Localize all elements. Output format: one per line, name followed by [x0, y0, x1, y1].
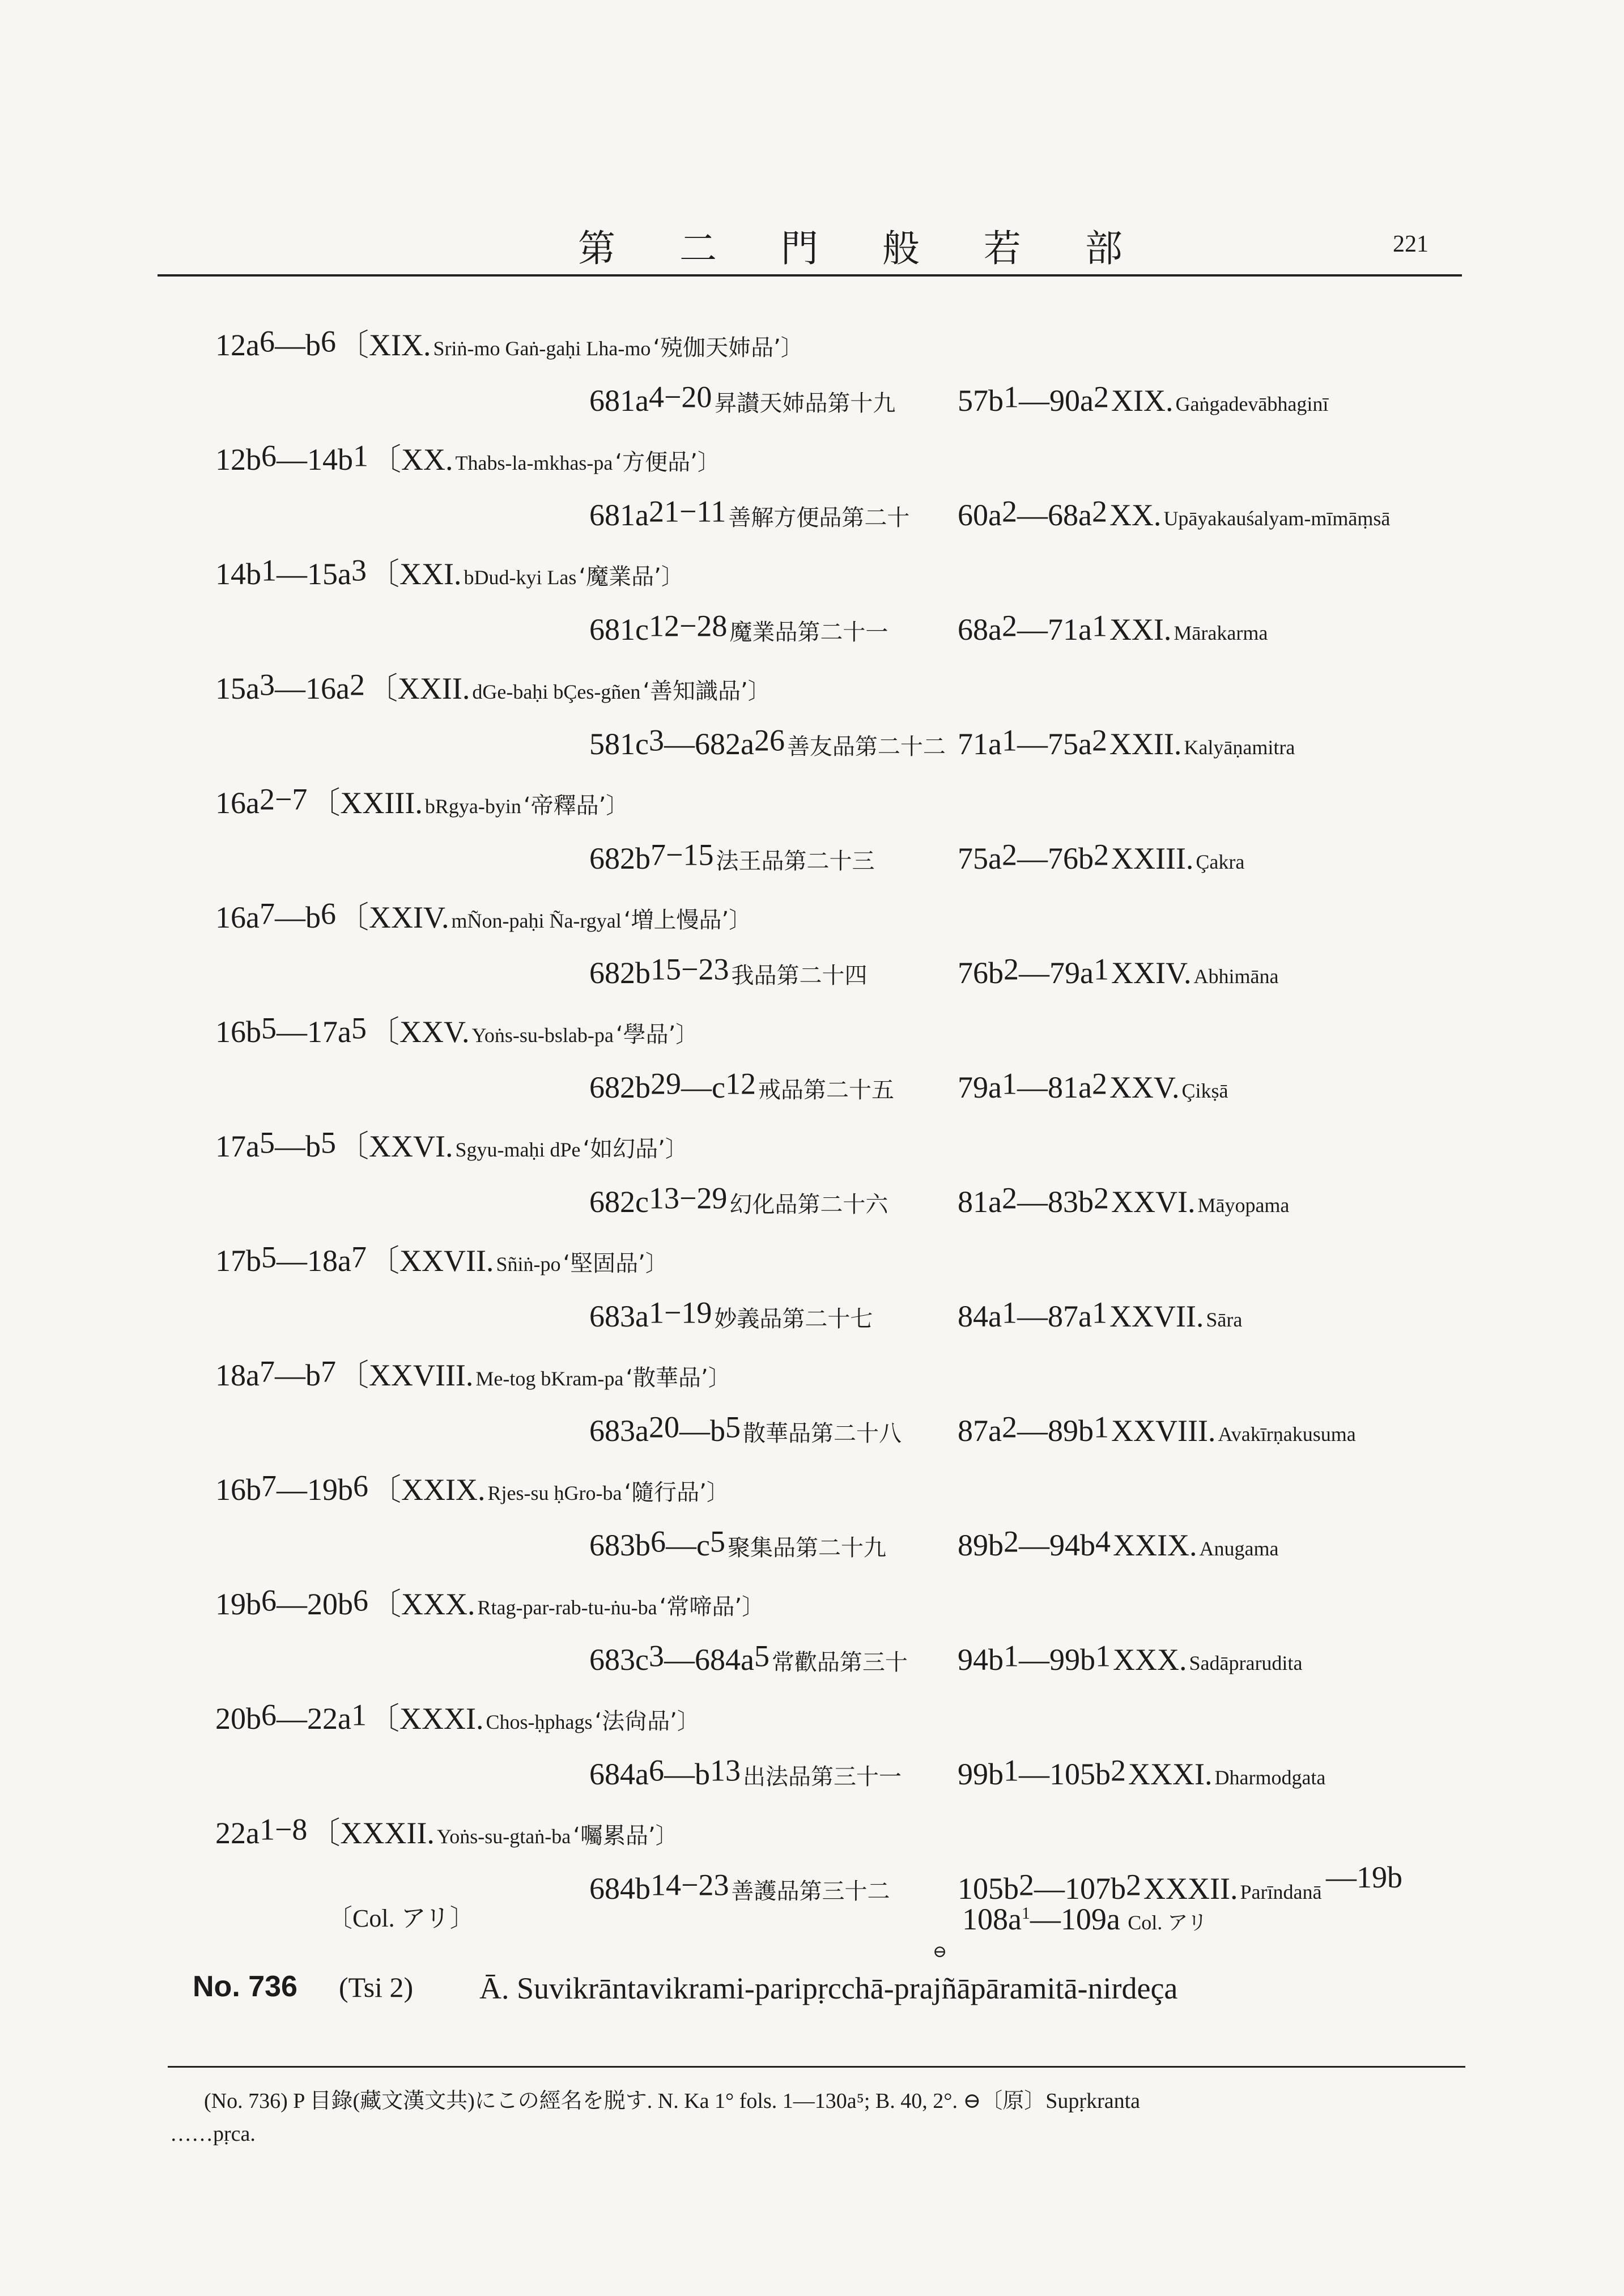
footnote-line-1: (No. 736) P 目錄(藏文漢文共)にこの經名を脱す. N. Ka 1° fols. 1—130a⁵; B. 40, 2°. ⊖〔原〕Supṛkranta [204, 2089, 1141, 2113]
chapter-heading: 17b$^5$—18a$^7$ 〔XXVII. Sñiṅ-po ‘堅固品’〕 [215, 1240, 668, 1278]
chapter-heading: 22a$^{1-8}$ 〔XXXII. Yoṅs-su-gtaṅ-ba ‘囑累品’〕 [215, 1812, 678, 1850]
chapter-parallels: 684a$^6$—b$^{13}$ 出法品第三十一 [589, 1753, 902, 1791]
chapter-sanskrit-ref: 89b$^2$—94b$^4$ XXIX. Anugama [958, 1524, 1279, 1562]
chapter-sanskrit-ref: 75a$^2$—76b$^2$ XXIII. Çakra [958, 837, 1245, 875]
chapter-parallels: 682b$^{15-23}$ 我品第二十四 [589, 952, 868, 990]
chapter-parallels: 681a$^{4-20}$ 昇讃天姉品第十九 [589, 380, 896, 418]
chapter-parallels: 683c$^3$—684a$^5$ 常歡品第三十 [589, 1639, 908, 1677]
chapter-parallels: 681c$^{12-28}$ 魔業品第二十一 [589, 609, 888, 647]
chapter-sanskrit-ref: 84a$^1$—87a$^1$ XXVII. Sāra [958, 1295, 1243, 1333]
chapter-sanskrit-ref: 68a$^2$—71a$^1$ XXI. Mārakarma [958, 609, 1268, 647]
footnote-rule [168, 2066, 1465, 2068]
chapter-heading: 16b$^5$—17a$^5$ 〔XXV. Yoṅs-su-bslab-pa ‘學品’〕 [215, 1011, 699, 1049]
chapter-sanskrit-ref: 99b$^1$—105b$^2$ XXXI. Dharmodgata [958, 1753, 1326, 1791]
footnote-line-2: ……pṛca. [170, 2122, 256, 2146]
chapter-parallels: 682b$^{7-15}$ 法王品第二十三 [589, 837, 875, 875]
chapter-heading: 16a$^7$—b$^6$ 〔XXIV. mÑon-paḥi Ña-rgyal ‘増上慢品’〕 [215, 896, 752, 934]
chapter-heading: 17a$^5$—b$^5$ 〔XXVI. Sgyu-maḥi dPe ‘如幻品’〕 [215, 1125, 688, 1163]
chapter-parallels: 683b$^6$—c$^5$ 聚集品第二十九 [589, 1524, 886, 1562]
chapter-sanskrit-ref: 71a$^1$—75a$^2$ XXII. Kalyāṇamitra [958, 723, 1295, 761]
header-rule [158, 274, 1462, 277]
chapter-heading: 15a$^3$—16a$^2$ 〔XXII. dGe-baḥi bÇes-gñen ‘善知識品’〕 [215, 667, 771, 705]
chapter-heading: 12a$^6$—b$^6$ 〔XIX. Sriṅ-mo Gaṅ-gaḥi Lha-mo ‘殑伽天姉品’〕 [215, 324, 804, 362]
chapter-sanskrit-ref: 57b$^1$—90a$^2$ XIX. Gaṅgadevābhaginī [958, 380, 1329, 418]
chapter-parallels: 682b$^{29}$—c$^{12}$ 戒品第二十五 [589, 1066, 894, 1104]
entry-tsi: (Tsi 2) [339, 1971, 414, 2003]
page-number: 221 [1393, 231, 1429, 257]
continuation-ref: —19b [1326, 1860, 1402, 1894]
chapter-parallels: 684b$^{14-23}$ 善護品第三十二 [589, 1868, 890, 1906]
chapter-sanskrit-ref: 60a$^2$—68a$^2$ XX. Upāyakauśalyam‑mīmāṃsā [958, 494, 1391, 532]
chapter-parallels: 681a$^{21-11}$ 善解方便品第二十 [589, 494, 910, 532]
chapter-heading: 16a$^{2-7}$ 〔XXIII. bRgya-byin ‘帝釋品’〕 [215, 782, 629, 820]
colophon-left: 〔Col. アリ〕 [328, 1904, 475, 1932]
chapter-sanskrit-ref: 87a$^2$—89b$^1$ XXVIII. Avakīrṇakusuma [958, 1410, 1356, 1448]
chapter-sanskrit-ref: 76b$^2$—79a$^1$ XXIV. Abhimāna [958, 952, 1279, 990]
chapter-parallels: 683a$^{1-19}$ 妙義品第二十七 [589, 1295, 873, 1333]
chapter-parallels: 581c$^3$—682a$^{26}$ 善友品第二十二 [589, 723, 946, 761]
chapter-sanskrit-ref: 105b$^2$—107b$^2$ XXXII. Parīndanā [958, 1868, 1322, 1906]
chapter-parallels: 683a$^{20}$—b$^5$ 散華品第二十八 [589, 1410, 902, 1448]
colophon-right: $108a^1—109a$ Col. アリ [962, 1902, 1208, 1936]
chapter-sanskrit-ref: 94b$^1$—99b$^1$ XXX. Sadāprarudita [958, 1639, 1303, 1677]
chapter-heading: 12b$^6$—14b$^1$ 〔XX. Thabs-la-mkhas-pa ‘方便品’〕 [215, 439, 720, 477]
variant-mark: ⊖ [933, 1942, 947, 1961]
chapter-sanskrit-ref: 81a$^2$—83b$^2$ XXVI. Māyopama [958, 1181, 1290, 1219]
chapter-heading: 18a$^7$—b$^7$ 〔XXVIII. Me-tog bKram-pa ‘散華品’〕 [215, 1354, 731, 1392]
chapter-parallels: 682c$^{13-29}$ 幻化品第二十六 [589, 1181, 888, 1219]
page-title: 第 二 門 般 若 部 [578, 227, 1149, 270]
chapter-sanskrit-ref: 79a$^1$—81a$^2$ XXV. Çikṣā [958, 1066, 1228, 1104]
entry-title: Ā. Suvikrāntavikrami-paripṛcchā-prajñāpāramitā-nirdeça [479, 1971, 1178, 2005]
chapter-heading: 14b$^1$—15a$^3$ 〔XXI. bDud-kyi Las ‘魔業品’〕 [215, 553, 684, 591]
chapter-heading: 19b$^6$—20b$^6$ 〔XXX. Rtag-par-rab-tu-ṅu-ba ‘常啼品’〕 [215, 1583, 765, 1621]
chapter-heading: 16b$^7$—19b$^6$ 〔XXIX. Rjes-su ḥGro-ba ‘隨行品’〕 [215, 1469, 729, 1507]
entry-number: No. 736 [193, 1970, 297, 2003]
chapter-heading: 20b$^6$—22a$^1$ 〔XXXI. Chos-ḥphags ‘法尙品’〕 [215, 1698, 700, 1736]
